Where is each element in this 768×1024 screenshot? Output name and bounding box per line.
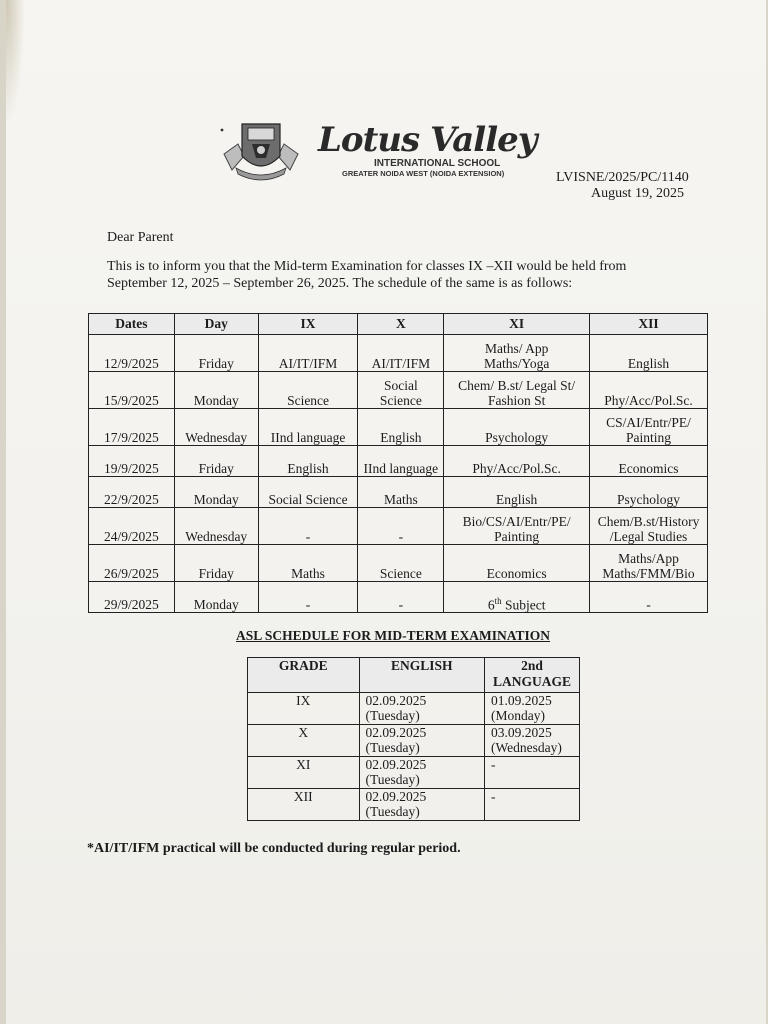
header-x: X [358,314,444,335]
asl-header-grade: GRADE [248,658,360,693]
cell-date: 17/9/2025 [89,409,175,446]
cell-date: 19/9/2025 [89,446,175,477]
cell-xii: Psychology [590,477,708,508]
table-row [89,446,708,477]
cell-x: Science [358,545,444,582]
cell-date: 22/9/2025 [89,477,175,508]
cell-xii: Chem/B.st/History /Legal Studies [590,508,708,545]
asl-cell-language: 03.09.2025 (Wednesday) [485,725,580,757]
header-ix: IX [258,314,358,335]
letter-body: This is to inform you that the Mid-term Examination for classes IX –XII would be held from September 12, 2025 – September 26, 2025. The schedule of the same is as follows: [107,259,627,291]
cell-x: Maths [358,477,444,508]
cell-date: 29/9/2025 [89,582,175,613]
cell-day: Wednesday [174,508,258,545]
cell-x: AI/IT/IFM [358,335,444,372]
asl-cell-grade: XII [248,789,360,821]
cell-x: Social Science [358,372,444,409]
asl-cell-grade: XI [248,757,360,789]
cell-xi: Psychology [444,409,590,446]
table-row [248,757,580,789]
cell-xii: Phy/Acc/Pol.Sc. [590,372,708,409]
cell-xi: 6th Subject [444,582,590,613]
cell-xi: English [444,477,590,508]
cell-ix: Science [258,372,358,409]
cell-ix: English [258,446,358,477]
cell-x: - [358,508,444,545]
cell-date: 24/9/2025 [89,508,175,545]
cell-xii: Maths/App Maths/FMM/Bio [590,545,708,582]
asl-cell-grade: X [248,725,360,757]
asl-header-english: ENGLISH [359,658,485,693]
asl-cell-english: 02.09.2025 (Tuesday) [359,725,485,757]
letter-date: August 19, 2025 [591,186,684,201]
letter-page [6,0,766,1024]
cell-x: IInd language [358,446,444,477]
cell-day: Friday [174,545,258,582]
table-row [89,508,708,545]
cell-ix: AI/IT/IFM [258,335,358,372]
cell-day: Friday [174,335,258,372]
asl-cell-language: - [485,789,580,821]
asl-cell-grade: IX [248,693,360,725]
cell-xi: Chem/ B.st/ Legal St/ Fashion St [444,372,590,409]
cell-day: Friday [174,446,258,477]
cell-xii: CS/AI/Entr/PE/ Painting [590,409,708,446]
asl-header-language: 2nd LANGUAGE [485,658,580,693]
cell-day: Monday [174,582,258,613]
cell-xi: Bio/CS/AI/Entr/PE/ Painting [444,508,590,545]
table-row [89,545,708,582]
table-row [89,409,708,446]
school-name: Lotus Valley [318,120,537,160]
salutation: Dear Parent [107,230,174,245]
cell-ix: - [258,582,358,613]
cell-day: Monday [174,372,258,409]
cell-day: Wednesday [174,409,258,446]
schedule-header-row [89,314,708,335]
cell-xi: Phy/Acc/Pol.Sc. [444,446,590,477]
table-row [89,335,708,372]
table-row [89,372,708,409]
school-location: GREATER NOIDA WEST (NOIDA EXTENSION) [342,169,505,178]
header-xi: XI [444,314,590,335]
asl-cell-language: - [485,757,580,789]
cell-xi: Maths/ App Maths/Yoga [444,335,590,372]
table-row [248,725,580,757]
header-dates: Dates [89,314,175,335]
table-row [89,477,708,508]
cell-xi: Economics [444,545,590,582]
practical-note: *AI/IT/IFM practical will be conducted during regular period. [87,841,461,856]
cell-x: - [358,582,444,613]
school-type: INTERNATIONAL SCHOOL [374,158,501,169]
table-row [248,789,580,821]
cell-xii: English [590,335,708,372]
cell-date: 12/9/2025 [89,335,175,372]
asl-cell-english: 02.09.2025 (Tuesday) [359,693,485,725]
cell-ix: - [258,508,358,545]
asl-schedule-table [247,657,580,821]
cell-date: 26/9/2025 [89,545,175,582]
cell-ix: Maths [258,545,358,582]
reference-number: LVISNE/2025/PC/1140 [556,170,689,185]
cell-date: 15/9/2025 [89,372,175,409]
school-crest-icon [218,116,304,182]
asl-header-row [248,658,580,693]
asl-cell-english: 02.09.2025 (Tuesday) [359,757,485,789]
header-day: Day [174,314,258,335]
asl-cell-english: 02.09.2025 (Tuesday) [359,789,485,821]
cell-x: English [358,409,444,446]
cell-xii: Economics [590,446,708,477]
table-row [89,582,708,613]
cell-xii: - [590,582,708,613]
asl-cell-language: 01.09.2025 (Monday) [485,693,580,725]
cell-ix: Social Science [258,477,358,508]
cell-day: Monday [174,477,258,508]
header-xii: XII [590,314,708,335]
cell-ix: IInd language [258,409,358,446]
table-row [248,693,580,725]
asl-schedule-title: ASL SCHEDULE FOR MID-TERM EXAMINATION [236,628,551,643]
exam-schedule-table [88,313,708,613]
